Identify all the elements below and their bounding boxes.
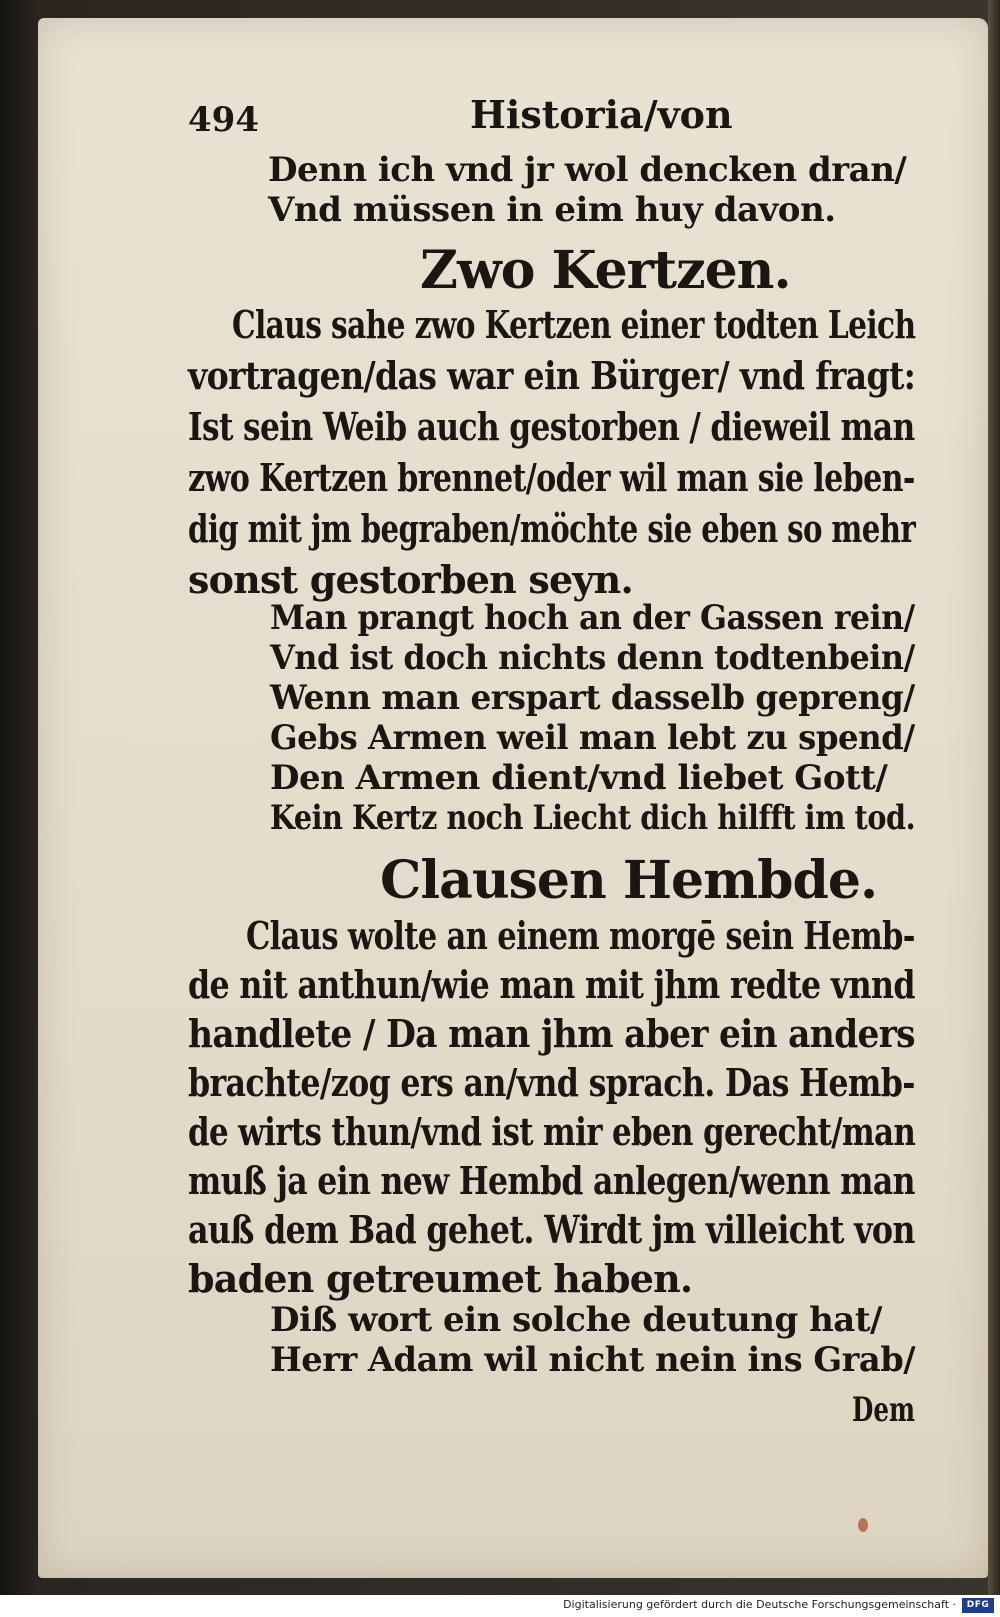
running-title: Historia/von — [470, 92, 733, 137]
prose-line: muß ja ein new Hembd anlegen/wenn man — [188, 1158, 915, 1203]
prose-line: dig mit jm begraben/möchte sie eben so mehr — [188, 506, 916, 551]
prose-line: auß dem Bad gehet. Wirdt jm villeicht von — [188, 1207, 915, 1252]
catchword: Dem — [852, 1390, 915, 1430]
prose-line: de nit anthun/wie man mit jhm redte vnnd — [188, 962, 915, 1007]
prose-line: Claus wolte an einem morgē sein Hemb- — [246, 913, 915, 958]
page-number: 494 — [188, 100, 259, 140]
prose-line: brachte/zog ers an/vnd sprach. Das Hemb- — [188, 1060, 915, 1105]
verse-line: Vnd ist doch nichts denn todtenbein/ — [270, 638, 915, 678]
book-edge — [988, 0, 1000, 1595]
verse-line: Kein Kertz noch Liecht dich hilfft im tod. — [270, 798, 916, 838]
verse-line: Man prangt hoch an der Gassen rein/ — [270, 598, 915, 638]
verse-line: Diß wort ein solche deutung hat/ — [270, 1300, 882, 1340]
prose-line: Ist sein Weib auch gestorben / dieweil man — [188, 404, 915, 449]
prose-line: Claus sahe zwo Kertzen einer todten Leich — [232, 302, 916, 347]
prose-line: sonst gestorben seyn. — [188, 557, 633, 602]
section-heading: Zwo Kertzen. — [420, 240, 791, 301]
verse-line: Vnd müssen in eim huy davon. — [268, 190, 836, 230]
funding-credit: Digitalisierung gefördert durch die Deutsche Forschungsgemeinschaft · — [563, 1598, 956, 1611]
prose-line: de wirts thun/vnd ist mir eben gerecht/man — [188, 1109, 916, 1154]
foxing-stain — [858, 1518, 868, 1532]
prose-line: zwo Kertzen brennet/oder wil man sie leben- — [188, 455, 915, 500]
verse-line: Herr Adam wil nicht nein ins Grab/ — [270, 1340, 916, 1380]
verse-line: Gebs Armen weil man lebt zu spend/ — [270, 718, 915, 758]
footer-bar — [0, 1595, 1000, 1617]
prose-line: handlete / Da man jhm aber ein anders — [188, 1011, 915, 1056]
prose-line: baden getreumet haben. — [188, 1256, 693, 1301]
dfg-logo[interactable]: DFG — [962, 1598, 994, 1613]
prose-line: vortragen/das war ein Bürger/ vnd fragt: — [188, 353, 916, 398]
section-heading: Clausen Hembde. — [380, 850, 878, 911]
verse-line: Den Armen dient/vnd liebet Gott/ — [270, 758, 888, 798]
verse-line: Denn ich vnd jr wol dencken dran/ — [268, 150, 907, 190]
verse-line: Wenn man erspart dasselb gepreng/ — [270, 678, 915, 718]
